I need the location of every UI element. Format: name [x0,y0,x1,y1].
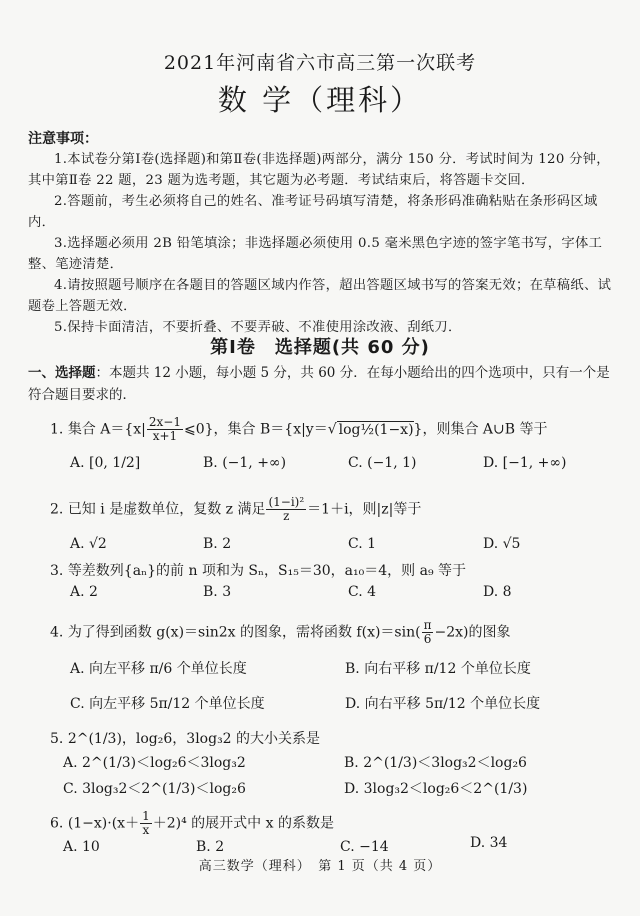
question-text: }，则集合 A∪B 等于 [413,421,548,438]
option-c: C. (−1, 1) [348,455,417,471]
option-a: A. 向左平移 π/6 个单位长度 [70,661,247,677]
fraction [422,619,434,646]
question-text: −2x)的图象 [434,624,511,641]
question-6 [50,810,334,837]
question-number: 2. [50,501,64,518]
option-a: A. 10 [63,839,100,855]
notes-heading: 注意事项： [28,131,98,147]
note-item: 1.本试卷分第Ⅰ卷(选择题)和第Ⅱ卷(非选择题)两部分，满分 150 分．考试时间为 120 分钟，其中第Ⅱ卷 22 题，23 题为选考题，其它题为必考题．考试结束后，将答题卡交回． [28,152,610,188]
option-a: A. 2^(1/3)＜log₂6＜3log₃2 [63,755,246,771]
option-b: B. 2 [196,839,225,855]
question-text: ＋2)⁴ 的展开式中 x 的系数是 [152,815,334,832]
section-intro-text: ：本题共 12 小题，每小题 5 分，共 60 分．在每小题给出的四个选项中，只有一个是符合题目要求的． [28,365,610,403]
option-c: C. −14 [340,839,389,855]
question-text: 已知 i 是虚数单位，复数 z 满足 [67,501,266,518]
question-number: 1. [50,421,64,438]
question-1 [50,416,547,443]
option-c: C. 1 [348,536,377,552]
question-text: (1−x)·(x＋ [67,815,140,832]
denominator: x+1 [152,429,178,443]
section-intro-label: 一、选择题 [28,365,96,381]
option-b: B. 2 [203,536,232,552]
question-2 [50,496,421,523]
denominator: 6 [423,632,432,646]
denominator: z [283,509,290,523]
note-item: 5.保持卡面清洁，不要折叠、不要弄破、不准使用涂改液、刮纸刀． [54,320,462,335]
note-item: 4.请按照题号顺序在各题目的答题区域内作答，超出答题区域书写的答案无效；在草稿纸、试题卷上答题无效． [28,278,612,314]
question-text: 为了得到函数 g(x)＝sin2x 的图象，需将函数 f(x)＝sin( [67,624,421,641]
fraction [147,416,183,443]
option-b: B. 3 [203,584,232,600]
question-text: 集合 A＝{x| [67,421,146,438]
option-d: D. 3log₃2＜log₂6＜2^(1/3) [344,781,528,797]
option-d: D. [−1, +∞) [483,455,567,471]
option-d: D. 8 [483,584,512,600]
numerator: 2x−1 [148,415,181,429]
option-c: C. 4 [348,584,377,600]
question-number: 5. [50,731,64,747]
option-d: D. 向右平移 5π/12 个单位长度 [345,696,541,712]
option-b: B. 向右平移 π/12 个单位长度 [345,661,531,677]
option-d: D. √5 [483,536,521,552]
option-b: B. 2^(1/3)＜3log₃2＜log₂6 [344,755,527,771]
question-text: ＝1＋i，则|z|等于 [307,501,422,518]
option-c: C. 向左平移 5π/12 个单位长度 [70,696,265,712]
question-number: 6. [50,815,64,832]
option-a: A. [0, 1/2] [70,455,141,471]
numerator: π [423,618,432,632]
fraction [266,496,306,523]
option-d: D. 34 [470,835,508,851]
numerator: (1−i)² [268,495,305,509]
question-text: ⩽0}，集合 B＝{x|y＝√ [184,421,337,438]
question-3 [50,560,466,580]
note-item: 2.答题前，考生必须将自己的姓名、准考证号码填写清楚，将条形码准确粘贴在条形码区域内． [28,194,598,230]
notes-list [28,149,612,338]
question-5 [50,728,320,748]
question-4 [50,619,510,646]
denominator: x [142,823,150,837]
exam-title: 2021年河南省六市高三第一次联考 [163,52,477,74]
page-footer: 高三数学（理科） 第 1 页（共 4 页） [198,859,442,874]
option-b: B. (−1, +∞) [203,455,287,471]
option-a: A. 2 [70,584,98,600]
subject-title: 数 学（理科） [217,83,423,117]
note-item: 3.选择题必须用 2B 铅笔填涂；非选择题必须使用 0.5 毫米黑色字迹的签字笔书写，字体工整、笔迹清楚． [28,236,603,272]
numerator: 1 [142,809,150,823]
question-text: 等差数列{aₙ}的前 n 项和为 Sₙ，S₁₅＝30，a₁₀＝4，则 a₉ 等于 [67,563,467,579]
question-number: 4. [50,624,64,641]
question-number: 3. [50,563,64,579]
section-intro [28,362,612,406]
fraction [140,810,152,837]
question-text: 2^(1/3)，log₂6，3log₃2 的大小关系是 [67,731,321,747]
radicand: log½(1−x) [338,421,414,438]
option-a: A. √2 [70,536,107,552]
option-c: C. 3log₃2＜2^(1/3)＜log₂6 [63,781,246,797]
section-title: 第Ⅰ卷 选择题(共 60 分) [210,337,430,358]
